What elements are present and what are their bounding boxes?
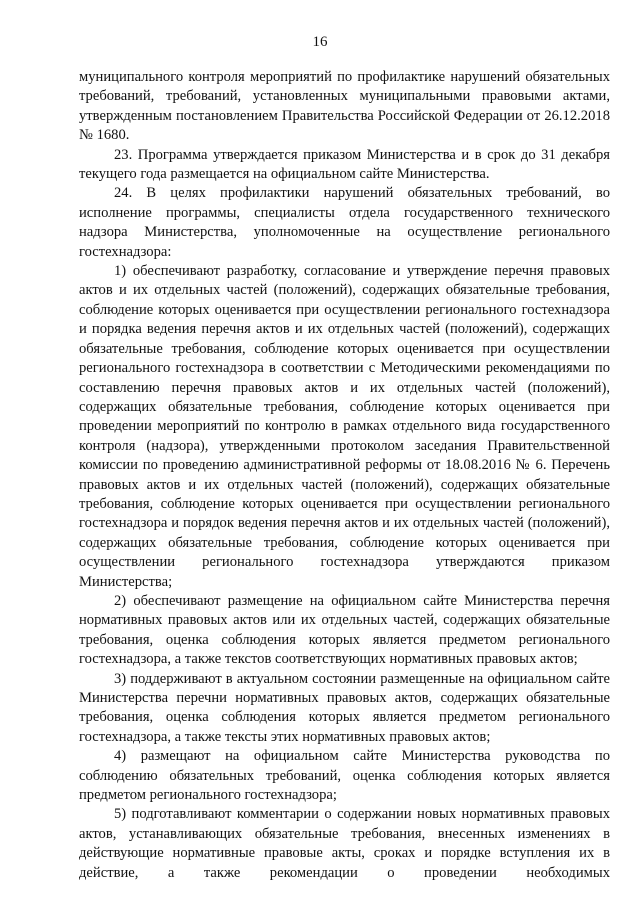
clause-23-paragraph: 23. Программа утверждается приказом Министерства и в срок до 31 декабря текущего года размещается на официальном сайте Министерства.: [79, 146, 610, 183]
list-item-1: 1) обеспечивают разработку, согласование и утверждение перечня правовых актов и их отдельных частей (положений), содержащих обязательные требования, соблюдение которых оценивается при осуществлении регионального гостехнадзора и порядка ведения перечня актов и их отдельных частей (положений), содержащих обязательные требования, соблюдение которых оценивается при осуществлении регионального гостехнадзора в соответствии с Методическими рекомендациями по составлению перечня правовых актов и их отдельных частей (положений), содержащих обязательные требования, соблюдение которых оценивается при проведении мероприятий по контролю в рамках отдельного вида государственного контроля (надзора), утвержденными протоколом заседания Правительственной комиссии по проведению административной реформы от 18.08.2016 № 6. Перечень правовых актов и их отдельных частей (положений), содержащих обязательные требования, соблюдение которых оценивается при осуществлении регионального гостехнадзора и порядок ведения перечня актов и их отдельных частей (положений), содержащих обязательные требования, соблюдение которых оценивается при осуществлении регионального гостехнадзора утверждаются приказом Министерства;: [79, 263, 610, 590]
clause-24-paragraph: 24. В целях профилактики нарушений обязательных требований, во исполнение программы, специалисты отдела государственного технического надзора Министерства, уполномоченные на осуществление регионального гостехнадзора:: [79, 185, 610, 260]
list-item-5: 5) подготавливают комментарии о содержании новых нормативных правовых актов, устанавливающих обязательные требования, внесенных изменениях в действующие нормативные правовые акты, сроках и порядке вступления их в действие, а также рекомендации о проведении необходимых: [79, 806, 610, 881]
list-item-4: 4) размещают на официальном сайте Министерства руководства по соблюдению обязательных требований, оценка соблюдения которых является предметом регионального гостехнадзора;: [79, 748, 610, 804]
page-number: 16: [312, 34, 328, 50]
continuation-paragraph: муниципального контроля мероприятий по профилактике нарушений обязательных требований, требований, установленных муниципальными правовыми актами, утвержденным постановлением Правительства Российской Федерации от 26.12.2018 № 1680.: [79, 69, 610, 144]
list-item-3: 3) поддерживают в актуальном состоянии размещенные на официальном сайте Министерства перечни нормативных правовых актов, содержащих обязательные требования, оценка соблюдения которых является предметом регионального гостехнадзора, а также тексты этих нормативных правовых актов;: [79, 670, 610, 745]
list-item-2: 2) обеспечивают размещение на официальном сайте Министерства перечня нормативных правовых актов или их отдельных частей, содержащих обязательные требования, оценка соблюдения которых является предметом регионального гостехнадзора, а также текстов соответствующих нормативных правовых актов;: [79, 592, 610, 668]
document-body: [79, 68, 610, 883]
